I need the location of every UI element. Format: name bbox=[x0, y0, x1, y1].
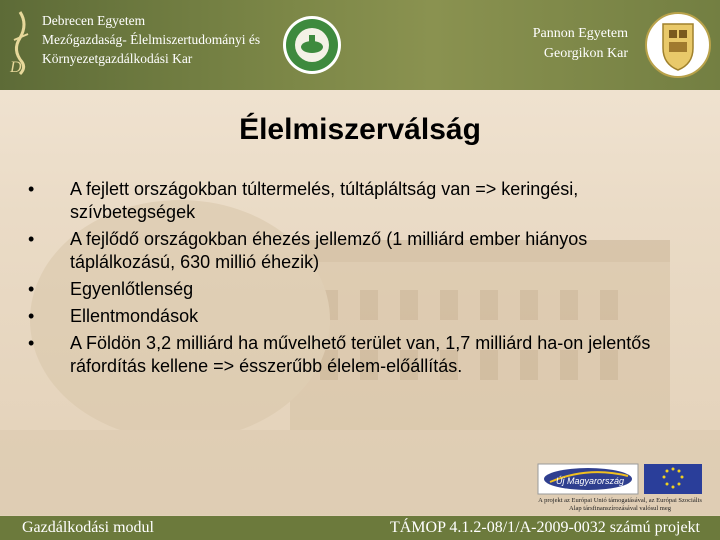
left-institution-line: Debrecen Egyetem bbox=[42, 13, 146, 28]
footer-bar bbox=[0, 516, 720, 540]
slide-title: Élelmiszerválság bbox=[239, 113, 481, 146]
eu-logo-text: Új Magyarország bbox=[556, 476, 625, 486]
bullet-item: • A Földön 3,2 milliárd ha művelhető terület van, 1,7 milliárd ha-on jelentős ráfordítás kellene => ésszerűbb élelem-előállítás. bbox=[28, 332, 678, 378]
bullet-list bbox=[28, 178, 678, 382]
left-institution-line: Mezőgazdaság- Élelmiszertudományi és bbox=[42, 32, 261, 47]
bullet-item: • A fejlett országokban túltermelés, túltápláltság van => keringési, szívbetegségek bbox=[28, 178, 678, 224]
left-institution-name bbox=[42, 11, 260, 68]
university-crest-icon bbox=[645, 8, 711, 82]
svg-text:D: D bbox=[10, 59, 22, 76]
eu-funding-note: A projekt az Európai Unió támogatásával, az Európai Szociális Alap társfinanszírozásával valósul meg bbox=[538, 497, 702, 512]
bullet-item: • Ellentmondások bbox=[28, 305, 678, 328]
bullet-item: • A fejlődő országokban éhezés jellemző (1 milliárd ember hiányos táplálkozású, 630 millió éhezik) bbox=[28, 228, 678, 274]
right-institution-line: Georgikon Kar bbox=[543, 46, 628, 61]
footer-module-label: Gazdálkodási modul bbox=[22, 519, 154, 536]
header-bar bbox=[0, 0, 720, 90]
university-monogram-icon bbox=[6, 10, 36, 76]
bullet-item: • Egyenlőtlenség bbox=[28, 278, 678, 301]
right-institution-name bbox=[533, 24, 628, 64]
left-institution-line: Környezetgazdálkodási Kar bbox=[42, 51, 193, 66]
footer-project-label: TÁMOP 4.1.2-08/1/A-2009-0032 számú projekt bbox=[389, 519, 700, 536]
faculty-seal-icon bbox=[282, 15, 342, 75]
right-institution-line: Pannon Egyetem bbox=[532, 26, 628, 41]
